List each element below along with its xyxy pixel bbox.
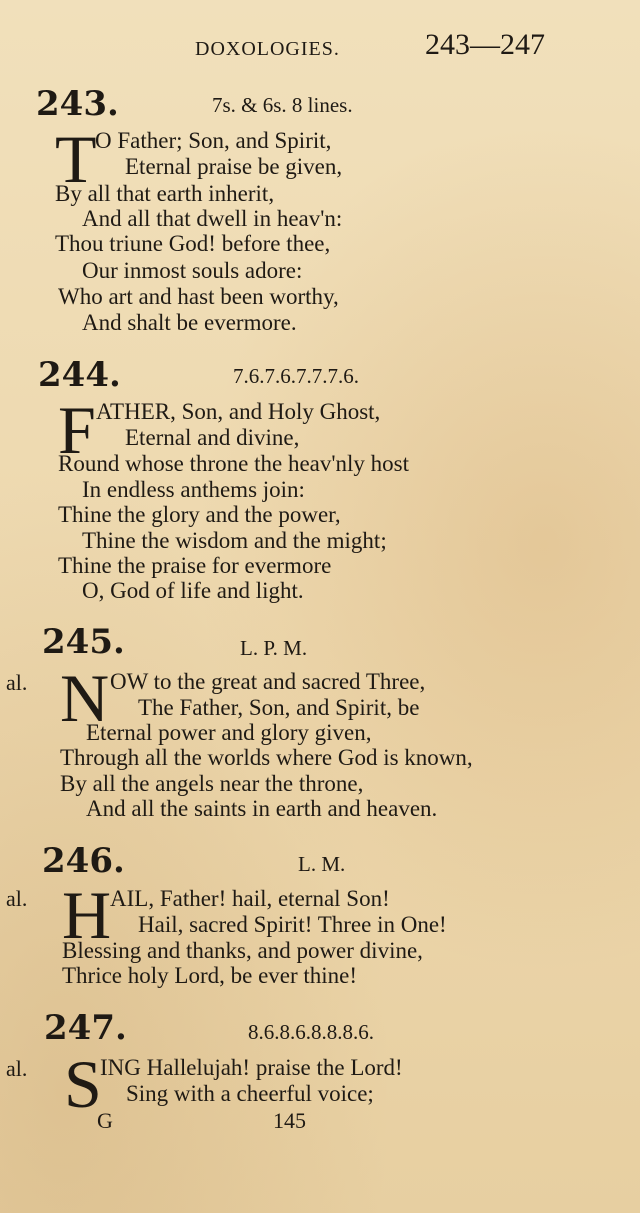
drop-cap: T: [55, 121, 97, 197]
verse-line: Hail, sacred Spirit! Three in One!: [138, 912, 447, 937]
header-hymn-range: 243—247: [425, 28, 545, 61]
verse-line: By all the angels near the throne,: [60, 771, 364, 796]
verse-line: OW to the great and sacred Three,: [110, 669, 426, 694]
verse-line: Thine the wisdom and the might;: [82, 528, 387, 553]
margin-note: al.: [6, 1056, 28, 1081]
drop-cap: F: [58, 392, 96, 468]
signature-mark: G: [97, 1108, 113, 1133]
verse-line: Through all the worlds where God is known,: [60, 745, 473, 770]
verse-line: Thine the glory and the power,: [58, 502, 341, 527]
drop-cap: H: [62, 877, 112, 953]
hymn-meter: L. P. M.: [240, 636, 308, 660]
hymn-number: 244.: [38, 355, 121, 395]
verse-line: Eternal and divine,: [125, 425, 300, 450]
hymn-number: 246.: [42, 841, 125, 881]
hymn-number: 245.: [42, 622, 125, 662]
verse-line: And shalt be evermore.: [82, 310, 297, 335]
verse-line: And all that dwell in heav'n:: [82, 206, 343, 231]
verse-line: Thine the praise for evermore: [58, 553, 332, 578]
verse-line: The Father, Son, and Spirit, be: [138, 695, 420, 720]
verse-line: ING Hallelujah! praise the Lord!: [100, 1055, 403, 1080]
verse-line: Thou triune God! before thee,: [55, 231, 331, 256]
verse-line: Who art and hast been worthy,: [58, 284, 339, 309]
hymn-meter: 8.6.8.6.8.8.8.6.: [248, 1020, 374, 1044]
verse-line: And all the saints in earth and heaven.: [86, 796, 438, 821]
verse-line: Sing with a cheerful voice;: [126, 1081, 374, 1106]
verse-line: Eternal praise be given,: [125, 154, 343, 179]
drop-cap: S: [64, 1046, 102, 1122]
hymn-number: 243.: [36, 84, 119, 124]
verse-line: ATHER, Son, and Holy Ghost,: [96, 399, 381, 424]
verse-line: O, God of life and light.: [82, 578, 304, 603]
hymn-meter: 7.6.7.6.7.7.7.6.: [233, 364, 359, 388]
page-number: 145: [273, 1108, 306, 1133]
verse-line: O Father; Son, and Spirit,: [95, 128, 332, 153]
verse-line: Blessing and thanks, and power divine,: [62, 938, 423, 963]
verse-line: Thrice holy Lord, be ever thine!: [62, 963, 358, 988]
verse-line: In endless anthems join:: [82, 477, 305, 502]
verse-line: By all that earth inherit,: [55, 181, 275, 206]
header-title: DOXOLOGIES.: [195, 38, 340, 60]
drop-cap: N: [60, 660, 110, 736]
verse-line: Round whose throne the heav'nly host: [58, 451, 410, 476]
hymn-meter: 7s. & 6s. 8 lines.: [212, 93, 353, 117]
hymn-number: 247.: [44, 1008, 127, 1048]
running-header: [0, 28, 640, 68]
margin-note: al.: [6, 670, 28, 695]
verse-line: Eternal power and glory given,: [86, 720, 372, 745]
verse-line: AIL, Father! hail, eternal Son!: [110, 886, 390, 911]
verse-line: Our inmost souls adore:: [82, 258, 303, 283]
hymn-meter: L. M.: [298, 852, 346, 876]
margin-note: al.: [6, 886, 28, 911]
